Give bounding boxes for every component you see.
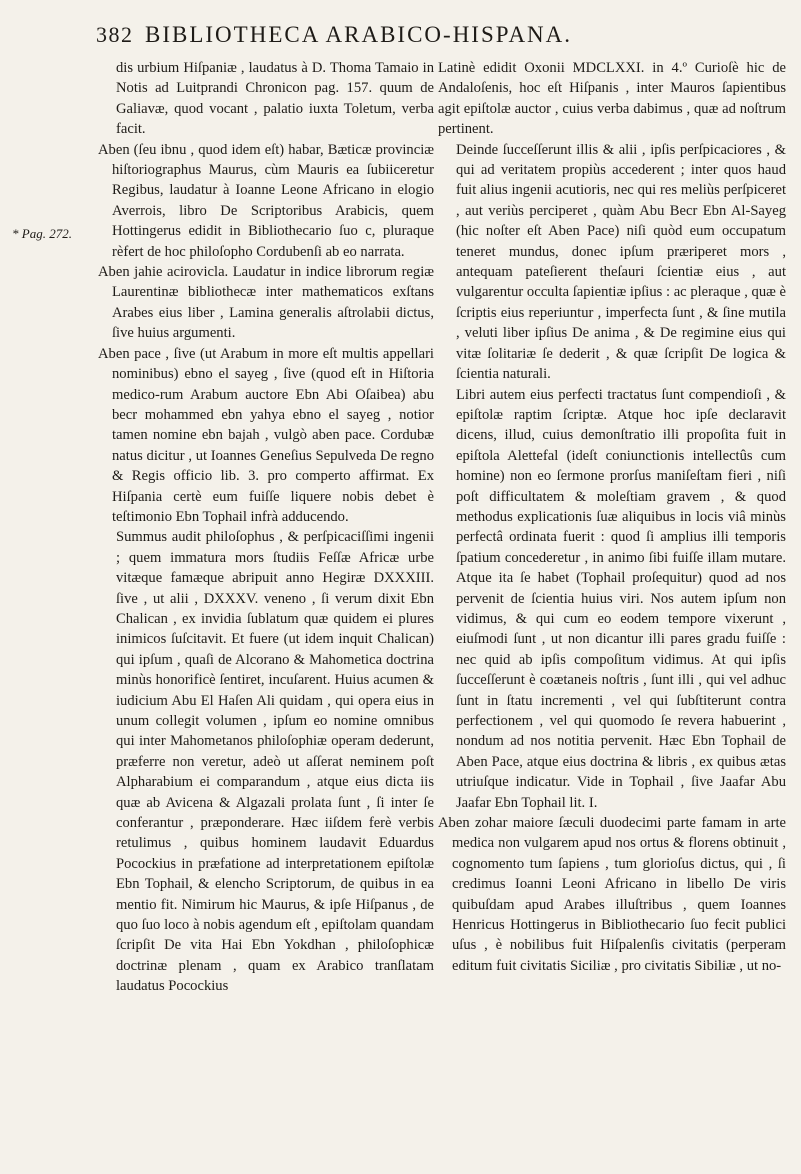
paragraph-oxonii-edition: Latinè edidit Oxonii MDCLXXI. in 4.º Curioſè hic de Andaloſenis, hoc eſt Hiſpanis , inter Mauros ſapientibus agit epiſtolæ auctor , cuius verba dabimus , quæ ad noſtrum pertinent. [438, 60, 786, 138]
running-header [96, 18, 786, 54]
entry-aben-pace: Aben pace , ſive (ut Arabum in more eſt multis appellari nominibus) ebno el sayeg , ſive (quod eſt in Hiſtoria medico-rum Arabum auctore Ebn Abi Oſaibea) abu becr mohammed ebn yahya ebno el sayeg , notior tamen nomine ebn bajah , vulgò aben pace. Cordubæ natus dicitur , ut Ioannes Geneſius Sepulveda De regno & Regis officio lib. 3. pro comperto affirmat. Ex Hiſpania certè eum fuiſſe liquere nobis debet è teſtimonio Ebn Tophail infrà adducendo. [98, 345, 434, 525]
entry-aben-jahie: Aben jahie acirovicla. Laudatur in indice librorum regiæ Laurentinæ bibliothecæ inter mathematicos exſtans Arabes eius liber , Lamina generalis aſtrolabii dictus, ſive huius argumenti. [98, 264, 434, 342]
margin-page-reference: * Pag. 272. [12, 226, 72, 241]
right-column [438, 58, 786, 976]
entry-aben-zohar: Aben zohar maiore ſæculi duodecimi parte famam in arte medica non vulgarem apud nos ortus & florens obtinuit , cognomento tum ſapiens , tum glorioſus dictus, qui , ſi credimus Ioanni Leoni Africano in libello De viris quibuſdam apud Arabes illuſtribus , quem Ioannes Henricus Hottingerus in Bibliothecario ſuo fecit publici uſus , è nobilibus fuit Hiſpalenſis civitatis (perperam editum fuit civitatis Siciliæ , pro civitatis Sibiliæ , ut no- [438, 815, 786, 974]
running-title: BIBLIOTHECA ARABICO-HISPANA. [145, 22, 573, 47]
paragraph-summus-philosophus: Summus audit philoſophus , & perſpicaciſſimi ingenii ; quem immatura mors ſtudiis Feſſæ Africæ urbe vitæque famæque abripuit anno Hegiræ DXXXIII. ſive , ut alii , DXXXV. veneno , ſi verum dixit Ebn Chalican , ex invidia ſublatum quæ quidem ei plures inimicos ſuſcitavit. Et fuere (ut idem inquit Chalican) qui ipſum , quaſi de Alcorano & Mahometica doctrina minùs honorificè ſentiret, incuſarent. Huius acumen & iudicium Abu El Haſen Ali quidam , qui opera eius in unum collegit volumen , ipſum eo nomine omnibus qui inter Mahometanos philoſophiæ operam dederunt, præferre non veretur, adeò ut aſſerat neminem poſt Alpharabium ei comparandum , atque eius dicta iis quæ ab Avicena & Algazali prolata ſunt , ſi inter ſe conferantur , præponderare. Hæc iiſdem ferè verbis retulimus , quibus hominem laudavit Eduardus Pocockius in præfatione ad interpretationem epiſtolæ Ebn Tophail, & elencho Scriptorum, de quibus in ea mentio fit. Nimirum hic Maurus, & ipſe Hiſpanus , de quo ſuo loco à nobis agendum eſt , epiſtolam quandam ſcripſit De vita Hai Ebn Yokdhan , philoſophicæ doctrinæ plenam , quam ex Arabico tranſlatam laudatus Pocockius [116, 529, 434, 995]
page-number: 382 [96, 22, 134, 47]
left-column [98, 58, 434, 997]
entry-aben-habar: Aben (ſeu ibnu , quod idem eſt) habar, Bæticæ provinciæ hiſtoriographus Maurus, cùm Mauris ea ſubiiceretur Regibus, laudatur à Ioanne Leone Africano in elogio Averrois, libro De Scriptoribus Arabicis, quem Hottingerus edidit in Bibliothecario ſuo c, pluraque rèfert de hoc philoſopho Cordubenſi ab eo narrata. [98, 141, 434, 260]
quote-deinde-successerunt: Deinde ſucceſſerunt illis & alii , ipſis perſpicaciores , & qui ad veritatem propiùs accederent ; inter quos haud fuit alius ingenii acutioris, nec qui res meliùs perſpiceret , aut veriùs perciperet , quàm Abu Becr Ebn Al-Sayeg (hic noſter eſt Aben Pace) niſi quòd eum occupatum teneret mundus, donec ipſum præriperet mors , antequam pateſierent theſauri ſcientiæ eius , aut vulgarentur occulta ſapientiæ ipſius : ac pleraque , quæ è ſcriptis eius reperiuntur , imperfecta ſunt , & ſine mutila , veluti liber ipſius De anima , & De regimine eius qui vitæ ſolitariæ ſe dederit , & quæ ſcripſit De logica & ſcientia naturali. [456, 141, 786, 383]
quote-libri-autem: Libri autem eius perfecti tractatus ſunt compendioſi , & epiſtolæ raptim ſcriptæ. Atque hoc ipſe declaravit dicens, illud, cuius demonſtratio illi propoſita fuit in epiſtola Alettefal (ideſt coniunctionis intellectûs cum homine) non eo ſermone prorſus maniſeſtam fieri , niſi poſt difficultatem & moleſtiam gravem , & quod methodus explicationis ſuæ aliquibus in locis viâ minùs perfectâ ordinata fuerit : quod ſi amplius illi temporis ſpatium concederetur , in animo ſibi fuiſſe illam mutare. Atque ita ſe habet (Tophail proſequitur) quod ad nos pervenit de ſcientia huius viri. Nos autem ipſum non vidimus, & qui cum eo eodem tempore vixerunt , eiuſmodi ſunt , ut non dicantur illi pares gradu fuiſſe : nec quid ab ipſis compoſitum vidimus. At qui ipſis ſucceſſerunt è coætaneis noſtris , ſunt illi , qui vel adhuc ſunt in ſtatu incrementi , vel qui ſubſtiterunt contra perfectionem , vel qui quomodo ſe revera habuerint , nondum ad nos notitia pervenit. Hæc Ebn Tophail de Aben Pace, atque eius doctrina & libris , ex quibus ætas utriuſque indicatur. Vide in Tophail , ſive Jaafar Abu Jaafar Ebn Tophail lit. I. [456, 386, 786, 811]
paragraph-galiava: dis urbium Hiſpaniæ , laudatus à D. Thoma Tamaio in Notis ad Luitprandi Chronicon pag. 157. quum de Galiavæ, quod vocant , palatio iuxta Toletum, verba facit. [116, 60, 434, 138]
